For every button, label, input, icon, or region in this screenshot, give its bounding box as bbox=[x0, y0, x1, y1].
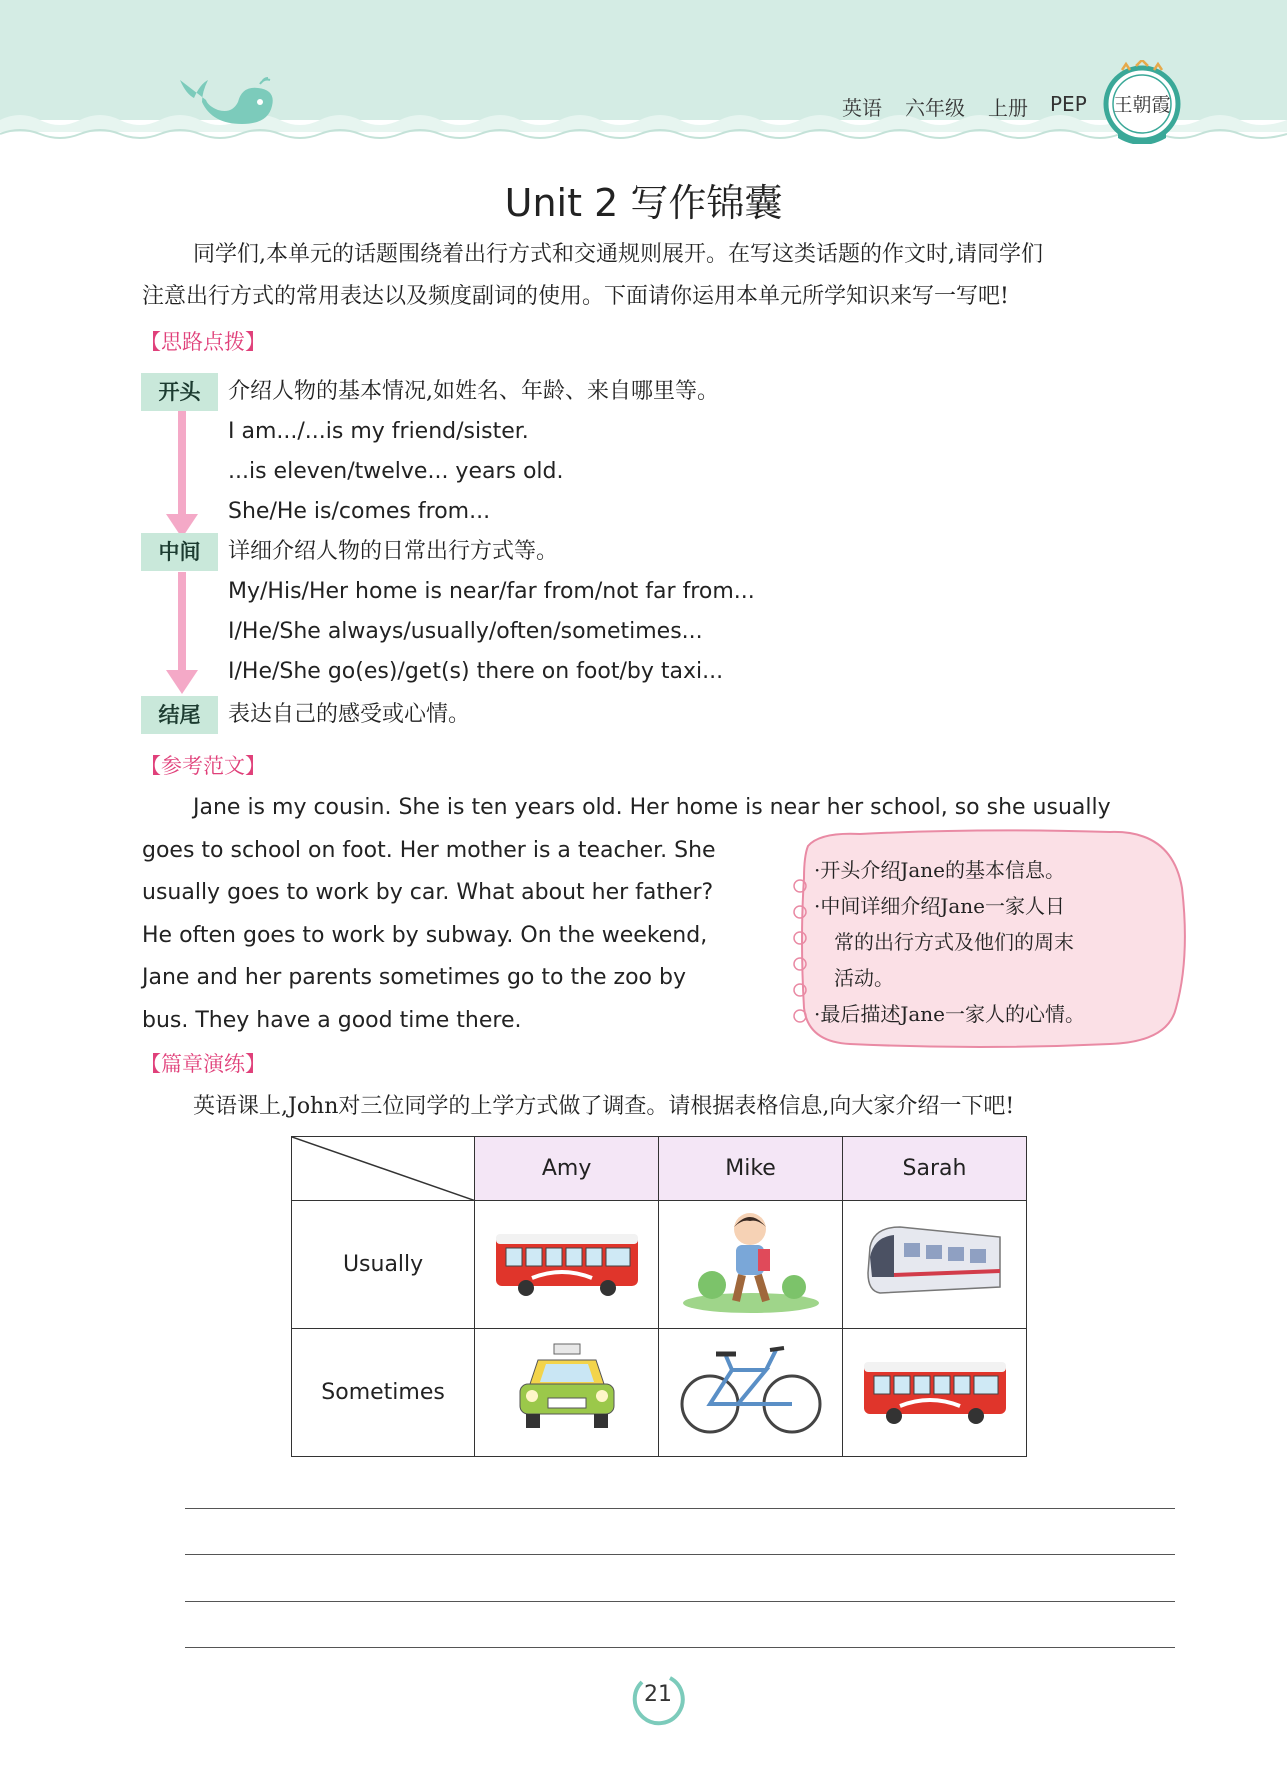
section-heading-tips: 【思路点拨】 bbox=[140, 330, 266, 354]
table-cell bbox=[659, 1329, 843, 1457]
table-cell bbox=[843, 1329, 1027, 1457]
column-header: Sarah bbox=[843, 1137, 1027, 1201]
arrow-down-icon bbox=[162, 572, 202, 696]
outline-opening-phrase-3: She/He is/comes from... bbox=[228, 499, 491, 524]
sample-line-4: He often goes to work by subway. On the weekend, bbox=[142, 923, 708, 948]
writing-line[interactable] bbox=[185, 1647, 1175, 1648]
outline-opening-phrase-1: I am.../...is my friend/sister. bbox=[228, 419, 529, 444]
note-line-3: 常的出行方式及他们的周末 bbox=[834, 930, 1074, 954]
walking-boy-image bbox=[676, 1207, 826, 1317]
brand-logo bbox=[1100, 60, 1184, 144]
outline-tag-middle: 中间 bbox=[141, 533, 218, 571]
outline-tag-opening: 开头 bbox=[141, 373, 218, 411]
arrow-down-icon bbox=[162, 410, 202, 540]
sample-line-1: Jane is my cousin. She is ten years old. Her home is near her school, so she usually bbox=[193, 795, 1111, 820]
row-label: Usually bbox=[292, 1201, 475, 1329]
note-line-4: 活动。 bbox=[834, 966, 894, 990]
outline-middle-phrase-2: I/He/She always/usually/often/sometimes... bbox=[228, 619, 703, 644]
table-corner-cell bbox=[292, 1137, 475, 1201]
note-line-2: ·中间详细介绍Jane一家人日 bbox=[814, 894, 1066, 918]
table-cell bbox=[475, 1201, 659, 1329]
writing-line[interactable] bbox=[185, 1508, 1175, 1509]
table-cell bbox=[659, 1201, 843, 1329]
page-number: 21 bbox=[644, 1682, 672, 1707]
column-header: Mike bbox=[659, 1137, 843, 1201]
table-row bbox=[292, 1201, 1027, 1329]
sample-line-6: bus. They have a good time there. bbox=[142, 1008, 522, 1033]
table-row bbox=[292, 1329, 1027, 1457]
row-label: Sometimes bbox=[292, 1329, 475, 1457]
bike-image bbox=[676, 1340, 826, 1440]
writing-line[interactable] bbox=[185, 1601, 1175, 1602]
outline-middle-desc: 详细介绍人物的日常出行方式等。 bbox=[228, 539, 559, 564]
intro-line-2: 注意出行方式的常用表达以及频度副词的使用。下面请你运用本单元所学知识来写一写吧! bbox=[142, 284, 1009, 309]
section-heading-sample: 【参考范文】 bbox=[140, 754, 266, 778]
sample-line-3: usually goes to work by car. What about her father? bbox=[142, 880, 714, 905]
page-title: Unit 2 写作锦囊 bbox=[504, 181, 783, 225]
outline-opening-phrase-2: ...is eleven/twelve... years old. bbox=[228, 459, 564, 484]
intro-line-1: 同学们,本单元的话题围绕着出行方式和交通规则展开。在写这类话题的作文时,请同学们 bbox=[193, 242, 1043, 267]
table-header-row bbox=[292, 1137, 1027, 1201]
subject-label: 英语 bbox=[842, 96, 882, 120]
bus-image bbox=[492, 1222, 642, 1302]
taxi-image bbox=[512, 1340, 622, 1440]
volume-label: 上册 bbox=[988, 96, 1028, 120]
writing-line[interactable] bbox=[185, 1554, 1175, 1555]
outline-middle-phrase-1: My/His/Her home is near/far from/not far from... bbox=[228, 579, 755, 604]
note-line-5: ·最后描述Jane一家人的心情。 bbox=[814, 1002, 1086, 1026]
sample-line-2: goes to school on foot. Her mother is a teacher. She bbox=[142, 838, 716, 863]
section-heading-practice: 【篇章演练】 bbox=[140, 1052, 266, 1076]
outline-opening-desc: 介绍人物的基本情况,如姓名、年龄、来自哪里等。 bbox=[228, 379, 719, 404]
sample-line-5: Jane and her parents sometimes go to the zoo by bbox=[142, 965, 686, 990]
table-cell bbox=[843, 1201, 1027, 1329]
bus-image bbox=[860, 1350, 1010, 1430]
edition-label: PEP bbox=[1050, 92, 1087, 116]
grade-label: 六年级 bbox=[905, 96, 965, 120]
note-line-1: ·开头介绍Jane的基本信息。 bbox=[814, 858, 1066, 882]
brand-name: 王朝霞 bbox=[1113, 94, 1171, 116]
table-cell bbox=[475, 1329, 659, 1457]
outline-middle-phrase-3: I/He/She go(es)/get(s) there on foot/by taxi... bbox=[228, 659, 724, 684]
diagonal-line bbox=[292, 1137, 476, 1201]
survey-table bbox=[291, 1136, 1027, 1457]
header-breadcrumb bbox=[0, 92, 1287, 122]
outline-tag-ending: 结尾 bbox=[141, 696, 218, 734]
train-image bbox=[860, 1217, 1010, 1307]
practice-prompt: 英语课上,John对三位同学的上学方式做了调查。请根据表格信息,向大家介绍一下吧! bbox=[193, 1094, 1015, 1119]
column-header: Amy bbox=[475, 1137, 659, 1201]
outline-ending-desc: 表达自己的感受或心情。 bbox=[228, 702, 471, 727]
